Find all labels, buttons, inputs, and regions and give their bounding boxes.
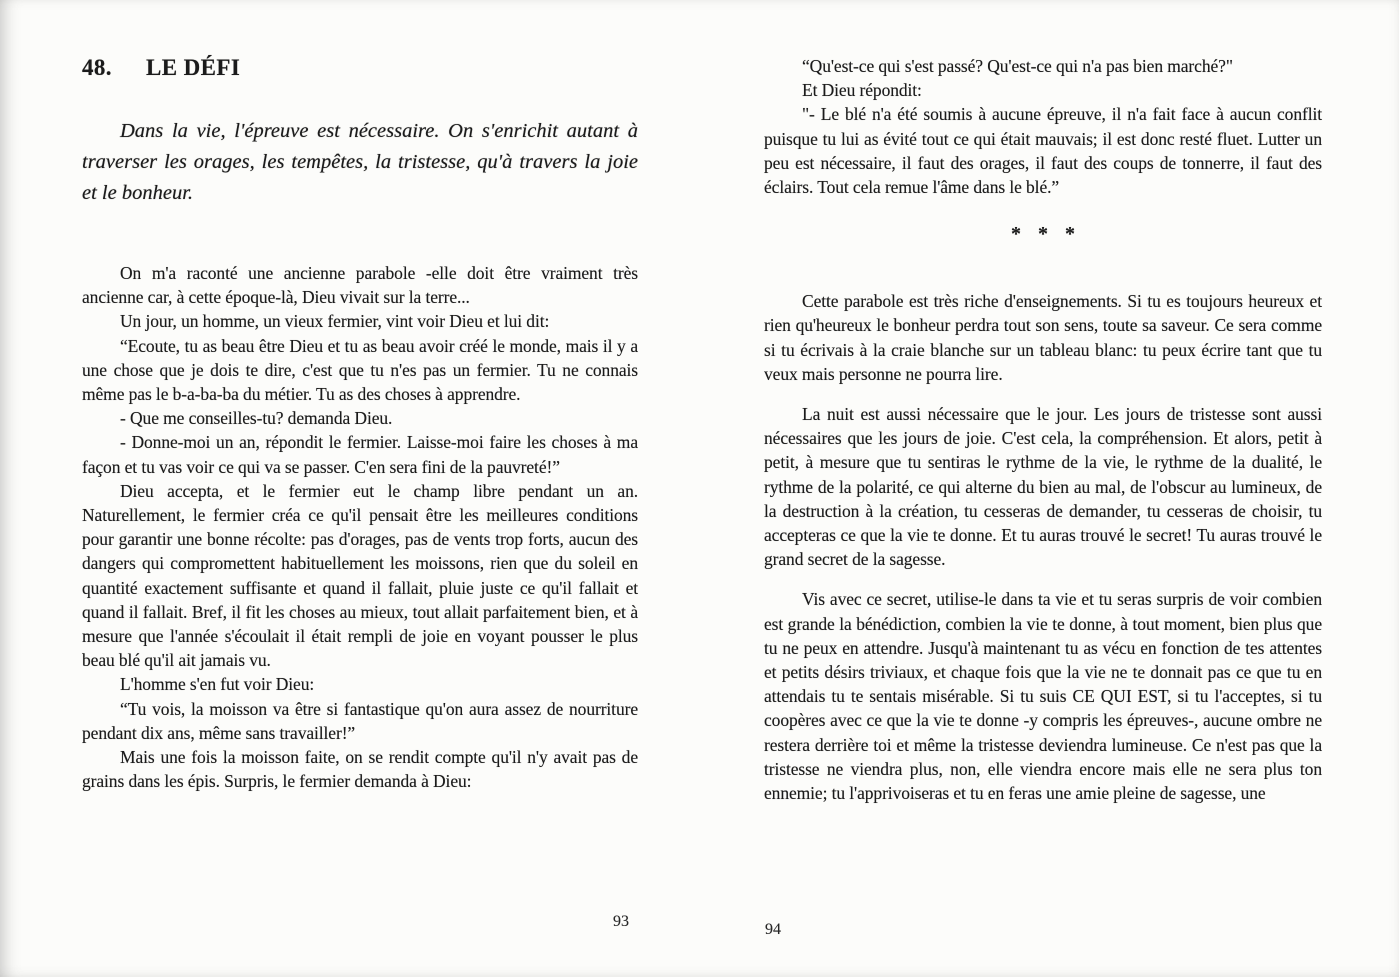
paragraph: Vis avec ce secret, utilise-le dans ta vie et tu seras surpris de voir combien est grande la bénédiction, combien la vie te donne, à tout moment, bien plus que tu ne peux en attendre. Jusqu'à maintenant tu as vécu en fonction de tes attentes et petits désirs triviaux, et chaque fois que la vie ne te donnait pas ce que tu en attendais tu te sentais misérable. Si tu suis CE QUI EST, si tu l'acceptes, si tu coopères avec ce que la vie te donne -y compris les épreuves-, aucune ombre ne restera derrière toi et même la tristesse deviendra lumineuse. Ce n'est pas que la tristesse ne viendra plus, non, elle viendra encore mais elle ne sera plus ton ennemie; tu l'apprivoiseras et tu en feras une amie pleine de sagesse, une <box>764 589 1322 804</box>
paragraph: Mais une fois la moisson faite, on se rendit compte qu'il n'y avait pas de grains dans les épis. Surpris, le fermier demanda à Dieu: <box>82 747 638 792</box>
paragraph: “Tu vois, la moisson va être si fantastique qu'on aura assez de nourriture pendant dix ans, même sans travailler!” <box>82 698 638 743</box>
paragraph: - Donne-moi un an, répondit le fermier. Laisse-moi faire les choses à ma façon et tu vas voir ce qui va se passer. C'en sera fini de la pauvreté!” <box>82 432 638 477</box>
paragraph: Cette parabole est très riche d'enseignements. Si tu es toujours heureux et rien qu'heureux le bonheur perdra tout son sens, toute sa saveur. Ce sera comme si tu écrivais à la craie blanche sur un tableau blanc: tu peux écrire tant que tu veux mais personne ne pourra lire. <box>764 291 1322 384</box>
paragraph: On m'a raconté une ancienne parabole -elle doit être vraiment très ancienne car, à cette époque-là, Dieu vivait sur la terre... <box>82 263 638 308</box>
section-separator: * * * <box>1011 223 1081 246</box>
paragraph: “Ecoute, tu as beau être Dieu et tu as beau avoir créé le monde, mais il y a une chose que je dois te dire, c'est que tu n'es pas un fermier. Tu ne connais même pas le b-a-ba-ba du métier. Tu as des choses à apprendre. <box>82 335 638 405</box>
paragraph: "- Le blé n'a été soumis à aucune épreuve, il n'a fait face à aucun conflit puisque tu lui as évité tout ce qui était mauvais; il est donc resté fluet. Lutter un peu est nécessaire, il faut des orages, il faut des coups de tonnerre, il faut des éclairs. Tout cela remue l'âme dans le blé.” <box>764 104 1322 198</box>
page-right <box>764 54 1322 805</box>
epigraph: Dans la vie, l'épreuve est nécessaire. On s'enrichit autant à traverser les orages, les tempêtes, la tristesse, qu'à travers la joie et le bonheur. <box>82 120 638 204</box>
chapter-heading <box>82 54 638 82</box>
paragraph: Dieu accepta, et le fermier eut le champ libre pendant un an. Naturellement, le fermier créa ce qu'il pensait être les meilleures conditions pour garantir une bonne récolte: pas d'orages, pas de vents trop forts, aucun des dangers qui compromettent habituellement les moissons, rien que du soleil en quantité exactement suffisante et quand il fallait, pluie juste ce qu'il fallait et quand il fallait. Bref, il fit les choses au mieux, tout allait parfaitement bien, et à mesure que l'année s'écoulait il était rempli de joie en voyant pousser le plus beau blé qu'il ait jamais vu. <box>82 480 638 671</box>
right-page-body-bottom <box>764 289 1322 805</box>
chapter-number: 48. <box>82 55 112 80</box>
paragraph: Et Dieu répondit: <box>802 80 922 101</box>
page-number-left: 93 <box>613 913 629 930</box>
paragraph: “Qu'est-ce qui s'est passé? Qu'est-ce qui n'a pas bien marché?" <box>802 56 1233 76</box>
right-page-body-top <box>764 54 1322 199</box>
paragraph: La nuit est aussi nécessaire que le jour. Les jours de tristesse sont aussi nécessaires que les jours de joie. C'est cela, la compréhension. Et alors, petit à petit, à mesure que tu sentiras le rythme de la vie, le rythme de la dualité, le rythme de la polarité, ce qui alterne du bien au mal, de l'obscur au lumineux, de la destruction à la création, tu cesseras de demander, tu cesseras de choisir, tu accepteras ce que la vie te donne. Et tu auras trouvé le secret! Tu auras trouvé le grand secret de la sagesse. <box>764 404 1322 570</box>
page-number-right: 94 <box>765 921 781 938</box>
paragraph: Un jour, un homme, un vieux fermier, vint voir Dieu et lui dit: <box>120 311 550 332</box>
chapter-title: LE DÉFI <box>146 55 241 80</box>
paragraph: - Que me conseilles-tu? demanda Dieu. <box>120 408 393 429</box>
page-left <box>82 54 638 793</box>
left-page-body <box>82 261 638 793</box>
paragraph: L'homme s'en fut voir Dieu: <box>120 674 315 695</box>
